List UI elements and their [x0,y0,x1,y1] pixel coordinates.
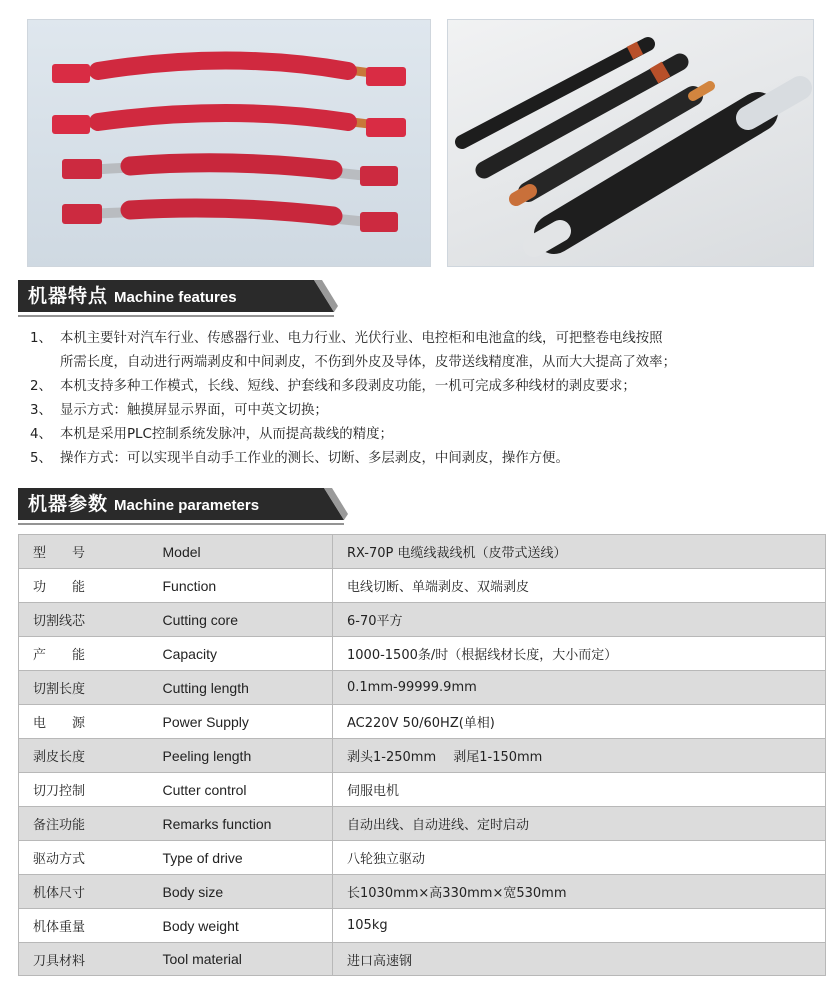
param-name-en: Type of drive [147,841,333,875]
param-name-en: Tool material [147,943,333,976]
param-value: 伺服电机 [333,773,826,807]
table-row [19,739,826,773]
param-name-cn: 切刀控制 [19,773,147,807]
param-name-cn: 驱动方式 [19,841,147,875]
feature-item [30,447,830,471]
param-name-cn: 刀具材料 [19,943,147,976]
table-row [19,569,826,603]
param-name-en: Power Supply [147,705,333,739]
param-name-cn: 剥皮长度 [19,739,147,773]
param-value: 105kg [333,909,826,943]
table-row [19,773,826,807]
feature-line: 显示方式：触摸屏显示界面，可中英文切换； [60,403,328,418]
param-name-en: Body weight [147,909,333,943]
param-value: 进口高速钢 [333,943,826,976]
table-row [19,841,826,875]
params-title-en: Machine parameters [114,497,260,514]
param-name-cn: 切割线芯 [19,603,147,637]
param-name-en: Peeling length [147,739,333,773]
param-name-en: Model [147,535,333,569]
black-cable-segments-icon [448,20,814,267]
param-name-en: Cutting length [147,671,333,705]
param-name-cn: 机体重量 [19,909,147,943]
params-title-cn: 机器参数 [28,493,109,515]
param-value: 长1030mm×高330mm×宽530mm [333,875,826,909]
param-name-en: Function [147,569,333,603]
param-value: 6-70平方 [333,603,826,637]
param-name-cn: 机体尺寸 [19,875,147,909]
feature-number: 1、 [30,331,52,346]
param-name-en: Body size [147,875,333,909]
feature-item [30,423,830,447]
params-table [18,534,826,976]
red-wires-photo [27,19,431,267]
param-value: 0.1mm-99999.9mm [333,671,826,705]
param-name-en: Cutting core [147,603,333,637]
param-name-cn: 功 能 [19,569,147,603]
red-wire-segments-icon [28,20,431,267]
table-row [19,909,826,943]
param-name-en: Remarks function [147,807,333,841]
param-name-cn: 电 源 [19,705,147,739]
param-name-cn: 备注功能 [19,807,147,841]
param-name-cn: 型 号 [19,535,147,569]
param-value: RX-70P 电缆线裁线机（皮带式送线） [333,535,826,569]
features-title-cn: 机器特点 [28,285,109,307]
table-row [19,637,826,671]
table-row [19,875,826,909]
feature-item [30,327,830,375]
feature-number: 4、 [30,427,52,442]
table-row [19,603,826,637]
feature-line: 所需长度，自动进行两端剥皮和中间剥皮，不伤到外皮及导体，皮带送线精度准，从而大大提高了效率； [60,355,676,370]
param-name-en: Capacity [147,637,333,671]
features-list [30,327,830,471]
table-row [19,943,826,976]
features-title-en: Machine features [114,289,237,306]
feature-line: 本机是采用PLC控制系统发脉冲，从而提高裁线的精度； [60,427,393,442]
param-name-cn: 产 能 [19,637,147,671]
feature-line: 本机支持多种工作模式，长线、短线、护套线和多段剥皮功能，一机可完成多种线材的剥皮要求； [60,379,636,394]
param-value: 电线切断、单端剥皮、双端剥皮 [333,569,826,603]
feature-number: 3、 [30,403,52,418]
param-value: 八轮独立驱动 [333,841,826,875]
black-cables-photo [447,19,814,267]
param-value: 剥头1-250mm 剥尾1-150mm [333,739,826,773]
feature-item [30,375,830,399]
param-value: 自动出线、自动进线、定时启动 [333,807,826,841]
table-row [19,705,826,739]
param-name-en: Cutter control [147,773,333,807]
param-value: AC220V 50/60HZ(单相) [333,705,826,739]
table-row [19,671,826,705]
feature-item [30,399,830,423]
table-row [19,807,826,841]
param-value: 1000-1500条/时（根据线材长度，大小而定） [333,637,826,671]
feature-number: 2、 [30,379,52,394]
param-name-cn: 切割长度 [19,671,147,705]
table-row [19,535,826,569]
feature-line: 本机主要针对汽车行业、传感器行业、电力行业、光伏行业、电控柜和电池盒的线，可把整卷电线按照 [60,331,663,346]
feature-line: 操作方式：可以实现半自动手工作业的测长、切断、多层剥皮，中间剥皮，操作方便。 [60,451,569,466]
feature-number: 5、 [30,451,52,466]
